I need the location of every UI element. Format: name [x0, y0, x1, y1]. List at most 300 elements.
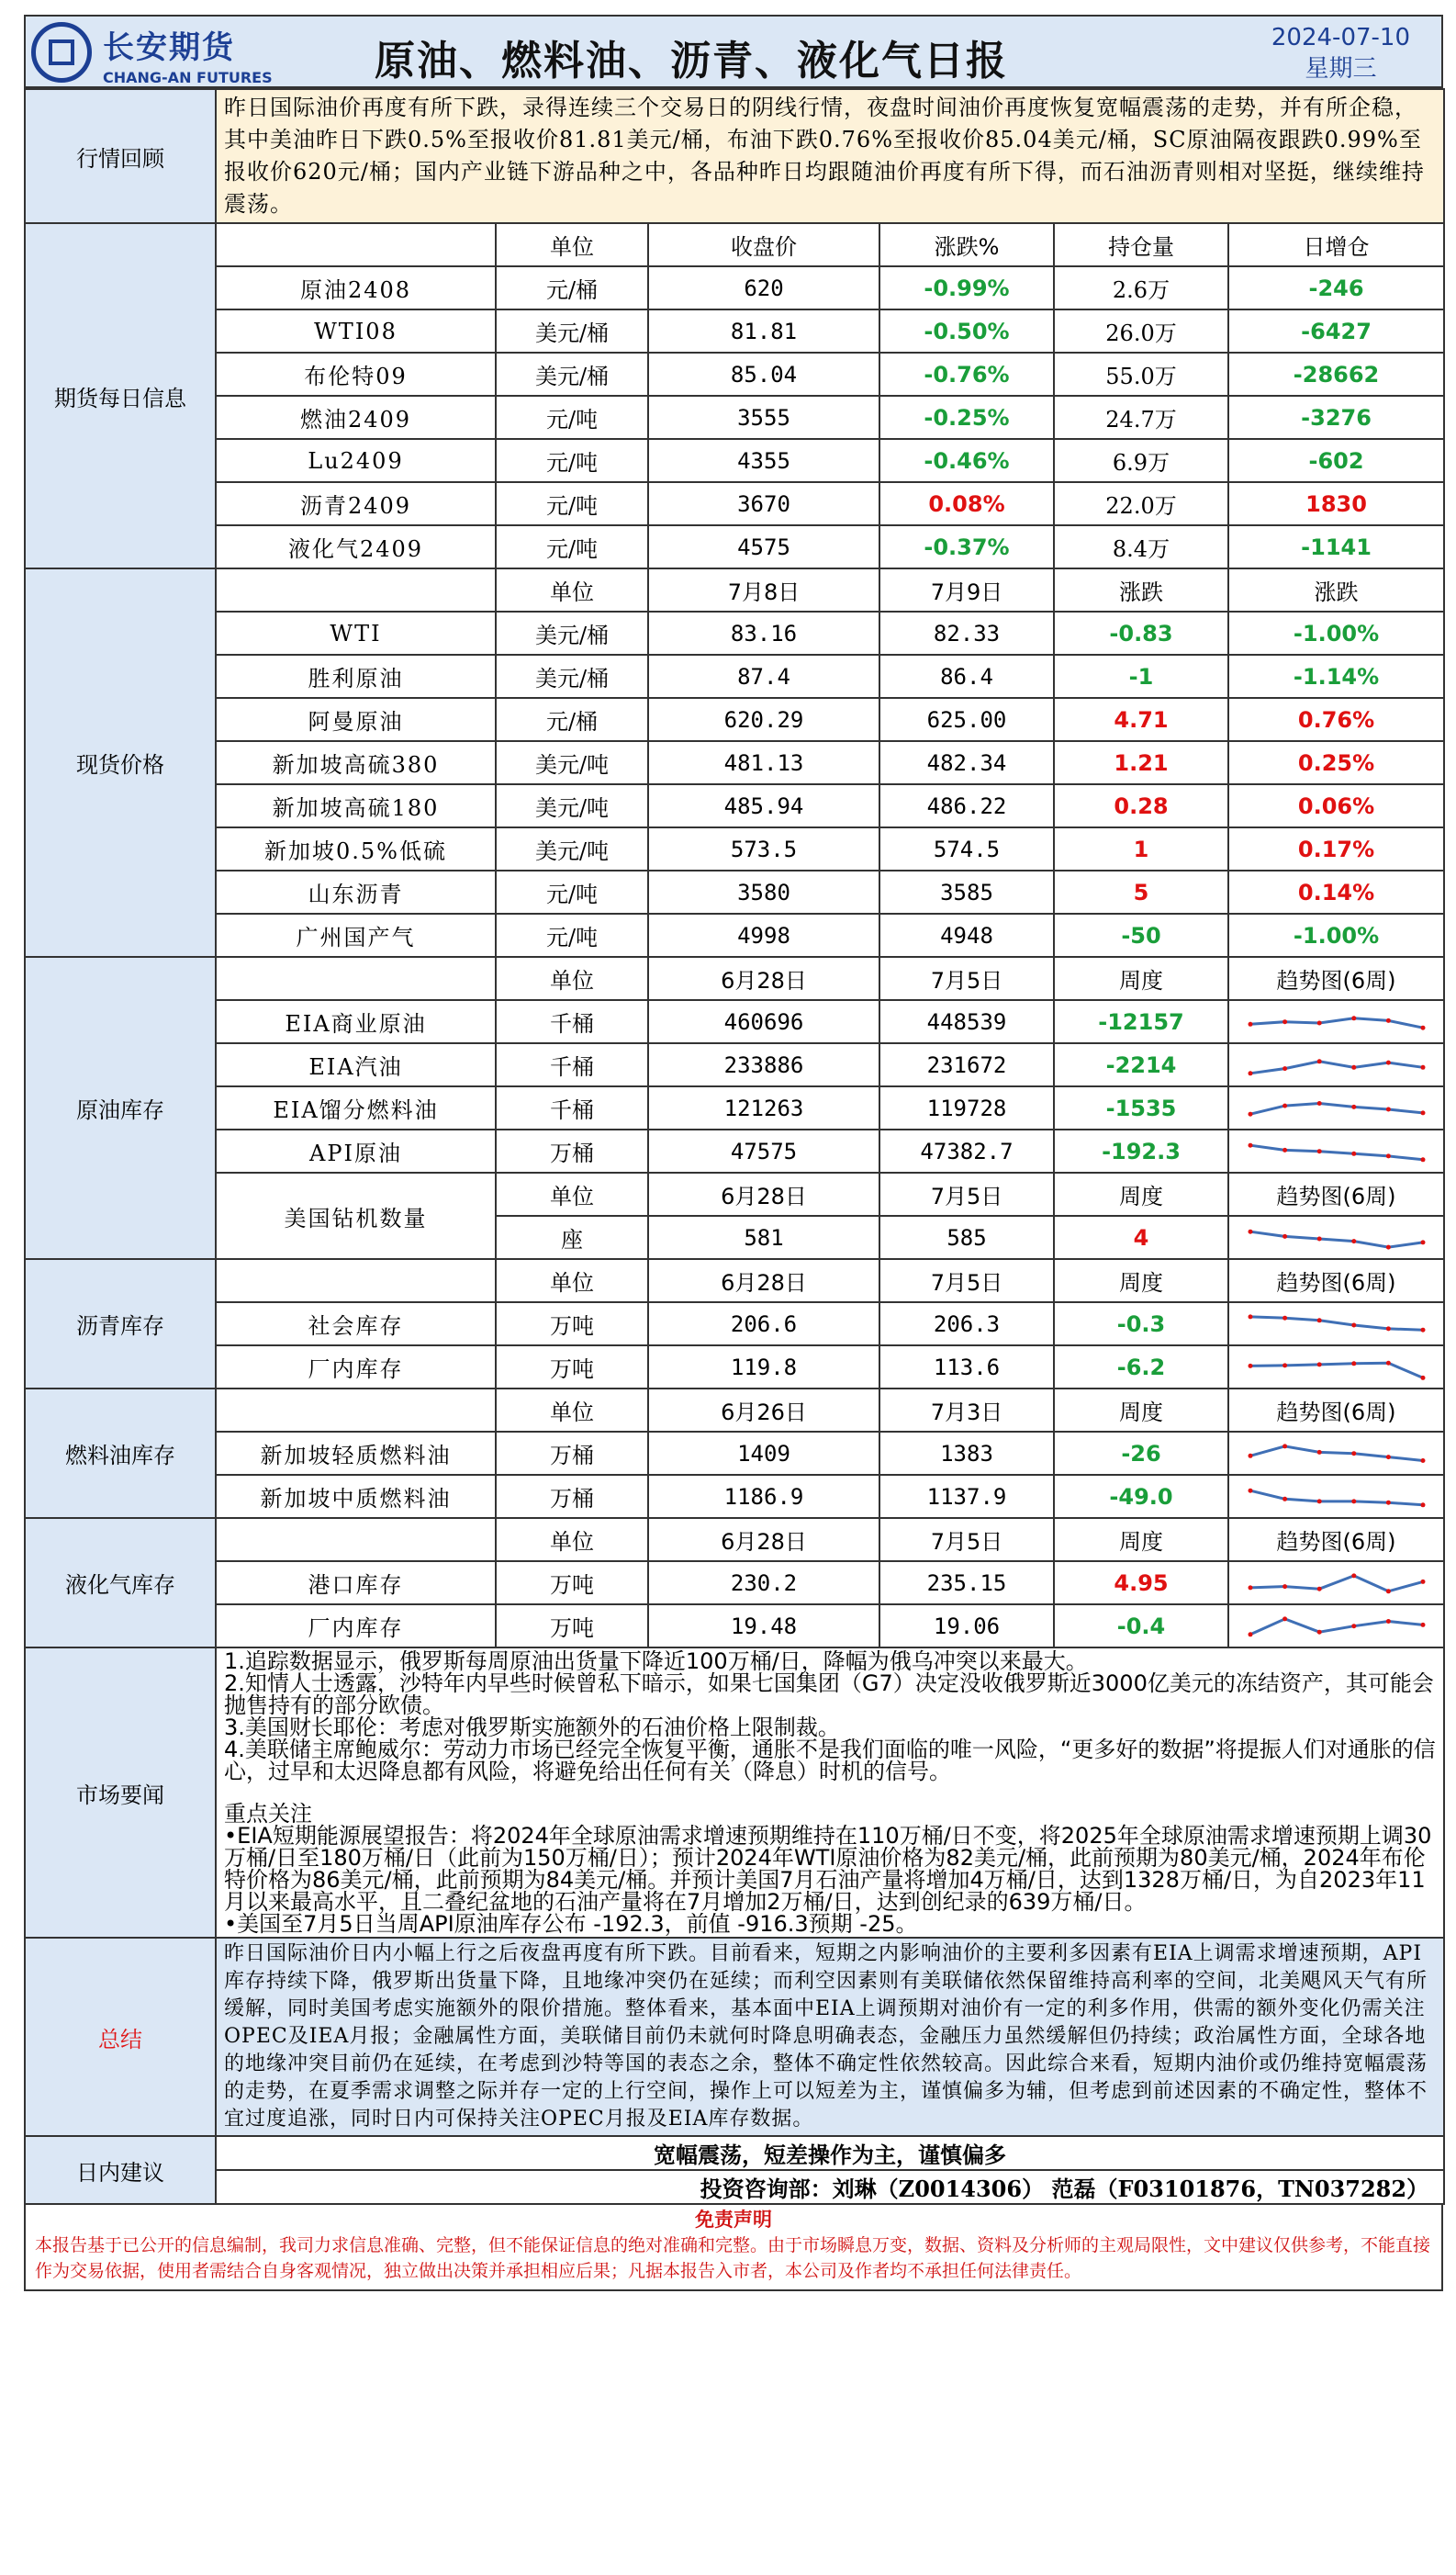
trend-point: [1282, 1584, 1287, 1589]
section-label: 现货价格: [25, 568, 216, 957]
news-item: 1.追踪数据显示，俄罗斯每周原油出货量下降近100万桶/日，降幅为俄乌冲突以来最大。: [224, 1648, 1088, 1674]
column-header: 趋势图(6周): [1228, 1518, 1444, 1561]
table-row: [25, 396, 1444, 439]
column-header: 周度: [1054, 1389, 1228, 1432]
cell-unit: 万桶: [496, 1130, 648, 1173]
header-blank-cell: [216, 1518, 496, 1561]
section-label: 期货每日信息: [25, 223, 216, 568]
advice-team-row: [25, 2170, 1444, 2204]
item-name: 港口库存: [216, 1561, 496, 1604]
trend-line: [1250, 1445, 1423, 1460]
column-header: 日增仓: [1228, 223, 1444, 266]
trend-sparkline: [1245, 1480, 1428, 1513]
cell-chg: -1: [1054, 655, 1228, 698]
trend-line: [1250, 1018, 1423, 1027]
cell-pct: -1.00%: [1228, 612, 1444, 655]
cell-chg: -0.3: [1054, 1302, 1228, 1345]
cell-chg: -0.83: [1054, 612, 1228, 655]
trend-line: [1250, 1061, 1423, 1073]
cell-close: 4355: [648, 439, 879, 482]
trend-point: [1385, 1360, 1390, 1365]
trend-point: [1385, 1018, 1390, 1022]
cell-unit: 美元/桶: [496, 612, 648, 655]
trend-point: [1385, 1153, 1390, 1158]
table-header-row: [25, 1389, 1444, 1432]
cell-chg: -0.99%: [879, 266, 1054, 309]
trend-point: [1316, 1059, 1321, 1063]
trend-point: [1282, 1019, 1287, 1024]
cell-oi: 2.6万: [1054, 266, 1228, 309]
item-name: 阿曼原油: [216, 698, 496, 741]
cell-unit: 元/吨: [496, 396, 648, 439]
trend-point: [1385, 1107, 1390, 1111]
trend-sparkline: [1245, 1610, 1428, 1643]
trend-point: [1420, 1064, 1425, 1069]
item-name: API原油: [216, 1130, 496, 1173]
table-row: [25, 914, 1444, 957]
cell-inc: -1141: [1228, 525, 1444, 568]
trend-cell: [1228, 1604, 1444, 1647]
trend-cell: [1228, 1432, 1444, 1475]
table-row: [25, 309, 1444, 353]
trend-line: [1250, 1103, 1423, 1114]
trend-point: [1316, 1449, 1321, 1454]
cell-chg: -0.76%: [879, 353, 1054, 396]
section-label: 液化气库存: [25, 1518, 216, 1647]
header-blank-cell: [216, 1389, 496, 1432]
cell-unit: 元/吨: [496, 482, 648, 525]
trend-point: [1420, 1502, 1425, 1507]
trend-point: [1420, 1327, 1425, 1332]
table-header-row: [25, 1259, 1444, 1302]
trend-point: [1316, 1236, 1321, 1241]
table-row: [25, 784, 1444, 827]
trend-point: [1248, 1111, 1252, 1116]
report-weekday: 星期三: [1305, 55, 1377, 83]
item-name: 沥青2409: [216, 482, 496, 525]
trend-cell: [1228, 1345, 1444, 1389]
cell-unit: 元/桶: [496, 266, 648, 309]
cell-d2: 1383: [879, 1432, 1054, 1475]
cell-chg: -1535: [1054, 1086, 1228, 1130]
trend-point: [1316, 1020, 1321, 1025]
column-header: 7月5日: [879, 1518, 1054, 1561]
report-header: [24, 15, 1443, 88]
column-header: 周度: [1054, 1518, 1228, 1561]
trend-cell: [1228, 1216, 1444, 1259]
cell-chg: -12157: [1054, 1000, 1228, 1043]
trend-point: [1316, 1629, 1321, 1634]
cell-d2: 3585: [879, 871, 1054, 914]
cell-inc: -246: [1228, 266, 1444, 309]
section-label: 日内建议: [25, 2136, 216, 2204]
cell-d1: 119.8: [648, 1345, 879, 1389]
cell-d1: 481.13: [648, 741, 879, 784]
cell-d1: 581: [648, 1216, 879, 1259]
cell-unit: 万吨: [496, 1604, 648, 1647]
trend-point: [1316, 1318, 1321, 1322]
column-header: 7月5日: [879, 1173, 1054, 1216]
item-name: 新加坡轻质燃料油: [216, 1432, 496, 1475]
trend-point: [1282, 1363, 1287, 1367]
trend-sparkline: [1245, 1135, 1428, 1168]
cell-oi: 24.7万: [1054, 396, 1228, 439]
table-row: [25, 525, 1444, 568]
trend-sparkline: [1245, 1351, 1428, 1384]
trend-line: [1250, 1145, 1423, 1160]
trend-sparkline: [1245, 1221, 1428, 1254]
column-header: 趋势图(6周): [1228, 1389, 1444, 1432]
table-row: [25, 827, 1444, 871]
cell-d1: 121263: [648, 1086, 879, 1130]
trend-point: [1420, 1375, 1425, 1379]
cell-unit: 元/桶: [496, 698, 648, 741]
trend-point: [1385, 1455, 1390, 1459]
cell-chg: 5: [1054, 871, 1228, 914]
focus-item: •美国至7月5日当周API原油库存公布 -192.3，前值 -916.3预期 -25。: [224, 1911, 918, 1937]
trend-point: [1351, 1151, 1356, 1155]
cell-unit: 千桶: [496, 1043, 648, 1086]
table-row: [25, 1475, 1444, 1518]
cell-chg: 4.95: [1054, 1561, 1228, 1604]
cell-unit: 万吨: [496, 1345, 648, 1389]
table-row: [25, 612, 1444, 655]
column-header: 单位: [496, 1259, 648, 1302]
cell-unit: 美元/桶: [496, 309, 648, 353]
trend-point: [1351, 1573, 1356, 1578]
section-label: 行情回顾: [25, 89, 216, 223]
column-header: 单位: [496, 223, 648, 266]
cell-chg: -0.50%: [879, 309, 1054, 353]
trend-cell: [1228, 1561, 1444, 1604]
news-item: 2.知情人士透露，沙特年内早些时候曾私下暗示，如果七国集团（G7）决定没收俄罗斯近3000亿美元的冻结资产，其可能会抛售持有的部分欧债。: [224, 1670, 1434, 1718]
cell-d1: 1409: [648, 1432, 879, 1475]
column-header: 收盘价: [648, 223, 879, 266]
item-name: 胜利原油: [216, 655, 496, 698]
column-header: 涨跌: [1054, 568, 1228, 612]
table-header-row: [25, 1518, 1444, 1561]
cell-oi: 26.0万: [1054, 309, 1228, 353]
trend-point: [1420, 1622, 1425, 1626]
cell-pct: 0.25%: [1228, 741, 1444, 784]
item-name: 燃油2409: [216, 396, 496, 439]
cell-unit: 座: [496, 1216, 648, 1259]
column-header: 单位: [496, 1389, 648, 1432]
cell-d1: 460696: [648, 1000, 879, 1043]
cell-d2: 4948: [879, 914, 1054, 957]
focus-item: •EIA短期能源展望报告：将2024年全球原油需求增速预期维持在110万桶/日不变，将2025年全球原油需求增速预期上调30万桶/日至180万桶/日（此前为150万桶/日）；预计2024年WTI原油价格为82美元/桶，此前预期为80美元/桶，2024年布伦特价格为86美元/桶，此前预期为84美元/桶。并预计美国7月石油产量将增加4万桶/日，达到1328万桶/日，为自2023年11月以来最高水平，且二叠纪盆地的石油产量将在7月增加2万桶/日，达到创纪录的639万桶/日。: [224, 1823, 1432, 1915]
column-header: 6月28日: [648, 1259, 879, 1302]
cell-d2: 86.4: [879, 655, 1054, 698]
trend-point: [1316, 1586, 1321, 1591]
column-header: 周度: [1054, 1259, 1228, 1302]
trend-cell: [1228, 1000, 1444, 1043]
trend-point: [1420, 1157, 1425, 1162]
column-header: 单位: [496, 957, 648, 1000]
cell-oi: 22.0万: [1054, 482, 1228, 525]
cell-d1: 19.48: [648, 1604, 879, 1647]
section-label: 市场要闻: [25, 1647, 216, 1938]
cell-unit: 元/吨: [496, 439, 648, 482]
cell-d2: 231672: [879, 1043, 1054, 1086]
trend-sparkline: [1245, 1092, 1428, 1125]
item-name: WTI: [216, 612, 496, 655]
cell-oi: 6.9万: [1054, 439, 1228, 482]
trend-point: [1316, 1499, 1321, 1503]
column-header: 6月28日: [648, 957, 879, 1000]
cell-d1: 620.29: [648, 698, 879, 741]
column-header: 7月8日: [648, 568, 879, 612]
cell-close: 81.81: [648, 309, 879, 353]
item-name: 新加坡0.5%低硫: [216, 827, 496, 871]
table-row: [25, 698, 1444, 741]
column-header: 单位: [496, 1173, 648, 1216]
trend-point: [1316, 1101, 1321, 1106]
trend-point: [1351, 1361, 1356, 1366]
trend-point: [1420, 1579, 1425, 1583]
column-header: 趋势图(6周): [1228, 957, 1444, 1000]
trend-point: [1248, 1021, 1252, 1026]
table-row: [25, 871, 1444, 914]
brand-name-cn: 长安期货: [103, 29, 235, 66]
cell-inc: 1830: [1228, 482, 1444, 525]
cell-unit: 美元/桶: [496, 353, 648, 396]
cell-d1: 47575: [648, 1130, 879, 1173]
cell-chg: 0.28: [1054, 784, 1228, 827]
trend-point: [1248, 1363, 1252, 1367]
cell-chg: -49.0: [1054, 1475, 1228, 1518]
cell-chg: -26: [1054, 1432, 1228, 1475]
table-row: [25, 1302, 1444, 1345]
cell-d1: 485.94: [648, 784, 879, 827]
cell-d2: 585: [879, 1216, 1054, 1259]
column-header: 趋势图(6周): [1228, 1259, 1444, 1302]
item-name: 新加坡高硫380: [216, 741, 496, 784]
trend-point: [1282, 1103, 1287, 1108]
cell-d2: 47382.7: [879, 1130, 1054, 1173]
disclaimer: [24, 2205, 1443, 2291]
item-name: Lu2409: [216, 439, 496, 482]
cell-d1: 233886: [648, 1043, 879, 1086]
disclaimer-text: 本报告基于已公开的信息编制，我司力求信息准确、完整，但不能保证信息的绝对准确和完整。由于市场瞬息万变，数据、资料及分析师的主观局限性，文中建议仅供参考，不能直接作为交易依据，使用者需结合自身客观情况，独立做出决策并承担相应后果；凡据本报告入市者，本公司及作者均不承担任何法律责任。: [35, 2235, 1431, 2281]
cell-chg: 4.71: [1054, 698, 1228, 741]
brand-name-en: CHANG-AN FUTURES: [103, 69, 273, 86]
cell-d1: 230.2: [648, 1561, 879, 1604]
table-row: [25, 1345, 1444, 1389]
trend-point: [1248, 1632, 1252, 1636]
news-item: 4.美联储主席鲍威尔：劳动力市场已经完全恢复平衡，通胀不是我们面临的唯一风险，“更多好的数据”将提振人们对通胀的信心，过早和太迟降息都有风险，将避免给出任何有关（降息）时机的信号。: [224, 1737, 1436, 1784]
trend-point: [1351, 1239, 1356, 1243]
rig-header-row: [25, 1173, 1444, 1216]
column-header: 7月5日: [879, 957, 1054, 1000]
cell-d2: 482.34: [879, 741, 1054, 784]
cell-d2: 625.00: [879, 698, 1054, 741]
item-name: EIA馏分燃料油: [216, 1086, 496, 1130]
trend-point: [1351, 1624, 1356, 1628]
company-logo-icon: [31, 22, 92, 83]
section-label: 沥青库存: [25, 1259, 216, 1389]
trend-line: [1250, 1618, 1423, 1634]
column-header: 单位: [496, 1518, 648, 1561]
cell-pct: -1.00%: [1228, 914, 1444, 957]
table-row: [25, 1432, 1444, 1475]
table-header-row: [25, 568, 1444, 612]
trend-point: [1282, 1147, 1287, 1152]
cell-close: 3670: [648, 482, 879, 525]
cell-pct: 0.06%: [1228, 784, 1444, 827]
summary-text: 昨日国际油价日内小幅上行之后夜盘再度有所下跌。目前看来，短期之内影响油价的主要利多因素有EIA上调需求增速预期，API库存持续下降，俄罗斯出货量下降，且地缘冲突仍在延续；而利空因素则有美联储依然保留维持高利率的空间，北美飓风天气有所缓解，同时美国考虑实施额外的限价措施。整体看来，基本面中EIA上调预期对油价有一定的利多作用，供需的额外变化仍需关注OPEC及IEA月报；金融属性方面，美联储目前仍未就何时降息明确表态，金融压力虽然缓解但仍持续；政治属性方面，全球各地的地缘冲突目前仍在延续，在考虑到沙特等国的表态之余，整体不确定性依然较高。因此综合来看，短期内油价或仍维持宽幅震荡的走势，在夏季需求调整之际并存一定的上行空间，操作上可以短差为主，谨慎偏多为辅，但考虑到前述因素的不确定性，整体不宜过度追涨，同时日内可保持关注OPEC月报及EIA库存数据。: [216, 1938, 1444, 2136]
item-name: 美国钻机数量: [216, 1173, 496, 1259]
cell-chg: -0.46%: [879, 439, 1054, 482]
report-title: 原油、燃料油、沥青、液化气日报: [375, 38, 1008, 84]
column-header: 周度: [1054, 957, 1228, 1000]
trend-point: [1420, 1240, 1425, 1244]
trend-point: [1351, 1322, 1356, 1327]
item-name: EIA商业原油: [216, 1000, 496, 1043]
cell-d1: 83.16: [648, 612, 879, 655]
item-name: 广州国产气: [216, 914, 496, 957]
trend-line: [1250, 1363, 1423, 1377]
cell-unit: 万吨: [496, 1561, 648, 1604]
report-date-block: [1271, 22, 1410, 84]
trend-point: [1248, 1453, 1252, 1457]
table-row: [25, 1604, 1444, 1647]
item-name: 厂内库存: [216, 1345, 496, 1389]
disclaimer-title: 免责声明: [695, 2209, 772, 2231]
cell-d1: 1186.9: [648, 1475, 879, 1518]
cell-unit: 万桶: [496, 1432, 648, 1475]
header-blank-cell: [216, 1259, 496, 1302]
news-item: 3.美国财长耶伦：考虑对俄罗斯实施额外的石油价格上限制裁。: [224, 1715, 840, 1740]
cell-chg: -6.2: [1054, 1345, 1228, 1389]
focus-title: 重点关注: [224, 1801, 312, 1827]
table-row: [25, 1086, 1444, 1130]
trend-point: [1248, 1488, 1252, 1492]
cell-close: 85.04: [648, 353, 879, 396]
section-label: 燃料油库存: [25, 1389, 216, 1518]
trend-point: [1248, 1314, 1252, 1319]
cell-unit: 元/吨: [496, 871, 648, 914]
trend-line: [1250, 1316, 1423, 1329]
column-header: 7月5日: [879, 1259, 1054, 1302]
cell-inc: -28662: [1228, 353, 1444, 396]
summary-row: [25, 1938, 1444, 2136]
trend-point: [1420, 1110, 1425, 1115]
news-content: [216, 1647, 1444, 1938]
trend-point: [1351, 1499, 1356, 1503]
cell-d2: 235.15: [879, 1561, 1054, 1604]
news-row: [25, 1647, 1444, 1938]
trend-sparkline: [1245, 1308, 1428, 1341]
table-row: [25, 655, 1444, 698]
cell-close: 3555: [648, 396, 879, 439]
trend-point: [1420, 1458, 1425, 1463]
table-row: [25, 741, 1444, 784]
trend-point: [1248, 1142, 1252, 1147]
cell-d1: 3580: [648, 871, 879, 914]
cell-unit: 万吨: [496, 1302, 648, 1345]
cell-chg: -192.3: [1054, 1130, 1228, 1173]
trend-point: [1282, 1066, 1287, 1071]
trend-point: [1351, 1104, 1356, 1108]
trend-line: [1250, 1231, 1423, 1247]
item-name: 原油2408: [216, 266, 496, 309]
trend-point: [1351, 1016, 1356, 1020]
column-header: 6月28日: [648, 1518, 879, 1561]
table-row: [25, 266, 1444, 309]
trend-line: [1250, 1575, 1423, 1591]
column-header: 趋势图(6周): [1228, 1173, 1444, 1216]
trend-point: [1351, 1451, 1356, 1456]
trend-sparkline: [1245, 1049, 1428, 1082]
cell-chg: 1: [1054, 827, 1228, 871]
table-header-row: [25, 223, 1444, 266]
column-header: 6月28日: [648, 1173, 879, 1216]
cell-d2: 113.6: [879, 1345, 1054, 1389]
column-header: 单位: [496, 568, 648, 612]
cell-d2: 119728: [879, 1086, 1054, 1130]
cell-chg: -50: [1054, 914, 1228, 957]
cell-pct: 0.17%: [1228, 827, 1444, 871]
cell-inc: -3276: [1228, 396, 1444, 439]
trend-sparkline: [1245, 1006, 1428, 1039]
cell-d2: 82.33: [879, 612, 1054, 655]
cell-d1: 573.5: [648, 827, 879, 871]
report-table: [24, 88, 1445, 2205]
cell-unit: 美元/桶: [496, 655, 648, 698]
cell-pct: -1.14%: [1228, 655, 1444, 698]
cell-chg: -2214: [1054, 1043, 1228, 1086]
cell-oi: 8.4万: [1054, 525, 1228, 568]
table-row: [25, 1043, 1444, 1086]
advice-text: 宽幅震荡，短差操作为主，谨慎偏多: [216, 2136, 1444, 2170]
header-blank-cell: [216, 223, 496, 266]
review-row: [25, 89, 1444, 223]
cell-d2: 574.5: [879, 827, 1054, 871]
cell-unit: 千桶: [496, 1086, 648, 1130]
cell-chg: -0.4: [1054, 1604, 1228, 1647]
cell-d1: 4998: [648, 914, 879, 957]
cell-unit: 千桶: [496, 1000, 648, 1043]
cell-unit: 元/吨: [496, 914, 648, 957]
cell-unit: 元/吨: [496, 525, 648, 568]
trend-point: [1248, 1071, 1252, 1075]
cell-pct: 0.14%: [1228, 871, 1444, 914]
trend-point: [1316, 1362, 1321, 1366]
trend-cell: [1228, 1086, 1444, 1130]
trend-point: [1385, 1589, 1390, 1593]
cell-close: 4575: [648, 525, 879, 568]
item-name: 山东沥青: [216, 871, 496, 914]
column-header: 持仓量: [1054, 223, 1228, 266]
trend-cell: [1228, 1302, 1444, 1345]
trend-point: [1420, 1025, 1425, 1029]
cell-d2: 486.22: [879, 784, 1054, 827]
item-name: WTI08: [216, 309, 496, 353]
header-blank-cell: [216, 957, 496, 1000]
cell-inc: -6427: [1228, 309, 1444, 353]
report-date: 2024-07-10: [1271, 24, 1410, 51]
item-name: 新加坡中质燃料油: [216, 1475, 496, 1518]
table-header-row: [25, 957, 1444, 1000]
column-header: 7月9日: [879, 568, 1054, 612]
trend-point: [1385, 1244, 1390, 1249]
trend-point: [1248, 1229, 1252, 1233]
trend-cell: [1228, 1475, 1444, 1518]
trend-point: [1282, 1315, 1287, 1320]
cell-pct: 0.76%: [1228, 698, 1444, 741]
cell-d2: 206.3: [879, 1302, 1054, 1345]
